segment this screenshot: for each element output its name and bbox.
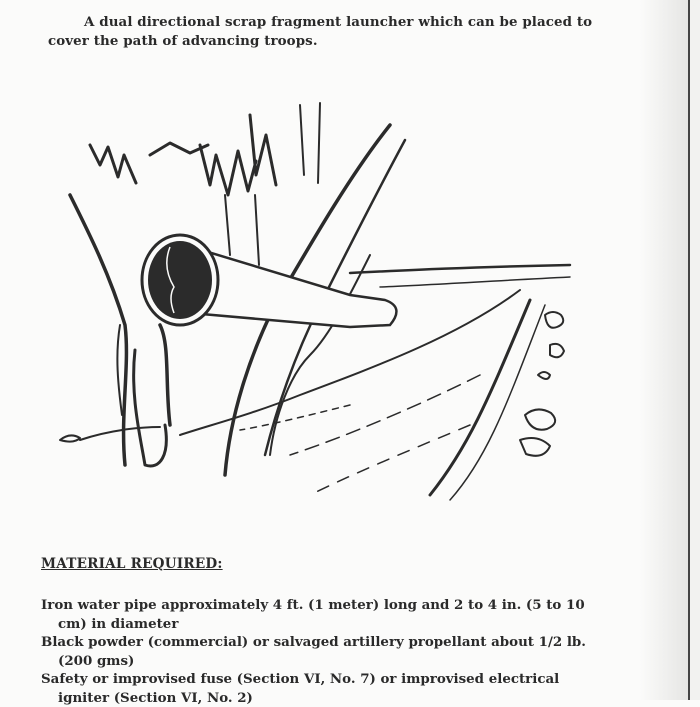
pipe-launcher-illustration [50,95,590,505]
materials-list [41,596,601,707]
section-heading: MATERIAL REQUIRED: [41,556,223,572]
pipe-drawing [142,235,396,327]
intro-text: A dual directional scrap fragment launcher which can be placed to cover the path of advancing troops. [48,14,593,49]
intro-paragraph [48,13,608,51]
material-item: Iron water pipe approximately 4 ft. (1 meter) long and 2 to 4 in. (5 to 10 cm) in diameter [41,597,585,632]
page-gutter-shadow [640,0,688,700]
bushes-drawing [520,312,564,456]
material-item: Black powder (commercial) or salvaged artillery propellant about 1/2 lb. (200 gms) [41,634,586,669]
tree-canopy-drawing [90,103,320,265]
adjacent-page-strip [690,0,700,700]
tree-trunk-drawing [60,195,170,466]
material-item: Safety or improvised fuse (Section VI, No. 7) or improvised electrical igniter (Section VI, No. 2) [41,671,560,706]
